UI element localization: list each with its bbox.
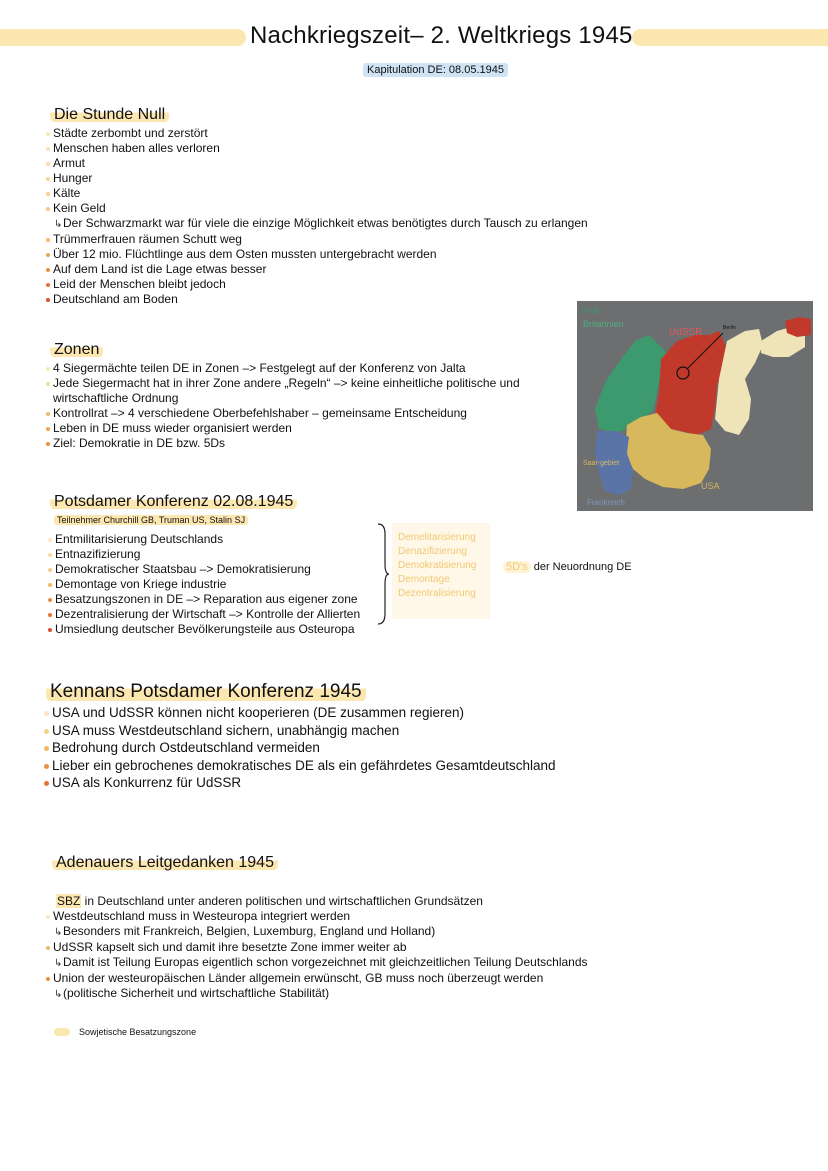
map-svg [577, 301, 813, 511]
list-item: Hunger [46, 171, 588, 186]
sbz-abbreviation: SBZ [57, 894, 81, 908]
page-subtitle: Kapitulation DE: 08.05.1945 [363, 63, 508, 77]
map-label-udssr: UdSSR [669, 327, 703, 338]
list-item: 4 Siegermächte teilen DE in Zonen –> Festgelegt auf der Konferenz von Jalta [46, 361, 543, 376]
list-item: Kein Geld [46, 201, 588, 216]
legend-swatch [54, 1028, 70, 1036]
list-item: Entmilitarisierung Deutschlands [48, 532, 360, 547]
list-item: Deutschland am Boden [46, 292, 588, 307]
list-item: Ziel: Demokratie in DE bzw. 5Ds [46, 436, 543, 451]
map-label-frankreich: Frankreich [587, 498, 625, 507]
list-item: Leben in DE muss wieder organisiert werden [46, 421, 543, 436]
sub-arrow-icon: ↳ [54, 219, 63, 230]
list-item: Demokratischer Staatsbau –> Demokratisierung [48, 562, 360, 577]
five-d-list [398, 531, 490, 601]
list-item: Umsiedlung deutscher Bevölkerungsteile aus Osteuropa [48, 622, 360, 637]
adenauer-intro [56, 894, 483, 908]
five-d-label-highlight: 5D's [503, 561, 531, 573]
list-item: Armut [46, 156, 588, 171]
sub-list-item [46, 924, 588, 940]
list-item: Lieber ein gebrochenes demokratisches DE als ein gefährdetes Gesamtdeutschland [44, 757, 556, 775]
five-d-item: Denazifizierung [398, 546, 467, 557]
list-item: Besatzungszonen in DE –> Reparation aus eigener zone [48, 592, 360, 607]
section-title-adenauer: Adenauers Leitgedanken 1945 [52, 854, 278, 872]
map-label-gb-top: Groß- [581, 306, 602, 315]
list-item: Menschen haben alles verloren [46, 141, 588, 156]
sub-list-item [46, 986, 588, 1002]
map-label-berlin: Berlin [723, 325, 736, 331]
sub-arrow-icon: ↳ [54, 958, 63, 969]
page-title: Nachkriegszeit– 2. Weltkriegs 1945 [250, 22, 633, 49]
list-item: Dezentralisierung der Wirtschaft –> Kontrolle der Allierten [48, 607, 360, 622]
stunde-null-list [46, 126, 588, 307]
list-item: Bedrohung durch Ostdeutschland vermeiden [44, 739, 556, 757]
list-item: Demontage von Kriege industrie [48, 577, 360, 592]
five-d-item: Demontage [398, 574, 450, 585]
sub-list-text: Besonders mit Frankreich, Belgien, Luxemburg, England und Holland) [63, 924, 436, 938]
list-item: USA und UdSSR können nicht kooperieren (DE zusammen regieren) [44, 704, 556, 722]
title-highlight-right [632, 29, 828, 46]
map-label-britannien: Britannien [583, 319, 624, 329]
list-item: Union der westeuropäischen Länder allgemein erwünscht, GB muss noch überzeugt werden [46, 971, 588, 986]
sub-list-text: Der Schwarzmarkt war für viele die einzige Möglichkeit etwas benötigtes durch Tausch zu erlangen [63, 216, 588, 230]
list-item: Leid der Menschen bleibt jedoch [46, 277, 588, 292]
sub-list-item [46, 216, 588, 232]
list-item: Westdeutschland muss in Westeuropa integriert werden [46, 909, 588, 924]
sub-list-item [46, 955, 588, 971]
list-item: USA als Konkurrenz für UdSSR [44, 774, 556, 792]
list-item: Auf dem Land ist die Lage etwas besser [46, 262, 588, 277]
list-item: UdSSR kapselt sich und damit ihre besetzte Zone immer weiter ab [46, 940, 588, 955]
section-title-potsdam: Potsdamer Konferenz 02.08.1945 [50, 493, 297, 511]
section-title-kennan: Kennans Potsdamer Konferenz 1945 [46, 681, 366, 703]
five-d-item: Dezentralisierung [398, 588, 476, 599]
legend-text: Sowjetische Besatzungszone [79, 1027, 197, 1037]
list-item: Über 12 mio. Flüchtlinge aus dem Osten mussten untergebracht werden [46, 247, 588, 262]
map-label-saar: Saar-gebiet [583, 460, 620, 467]
five-d-item: Demelitarisierung [398, 532, 476, 543]
adenauer-intro-text: in Deutschland unter anderen politischen und wirtschaftlichen Grundsätzen [81, 894, 483, 908]
sub-arrow-icon: ↳ [54, 989, 63, 1000]
sub-list-text: (politische Sicherheit und wirtschaftliche Stabilität) [63, 986, 330, 1000]
list-item: Städte zerbombt und zerstört [46, 126, 588, 141]
list-item: Kälte [46, 186, 588, 201]
adenauer-list [46, 909, 588, 1002]
zonen-list [46, 361, 543, 451]
list-item: Kontrollrat –> 4 verschiedene Oberbefehlshaber – gemeinsame Entscheidung [46, 406, 543, 421]
five-d-label [503, 561, 632, 573]
section-title-stunde-null: Die Stunde Null [50, 106, 169, 124]
sub-arrow-icon: ↳ [54, 927, 63, 938]
list-item: Jede Siegermacht hat in ihrer Zone andere „Regeln“ –> keine einheitliche politische und wirtschaftliche Ordnung [46, 376, 543, 406]
five-d-label-text: der Neuordnung DE [530, 561, 632, 573]
section-title-zonen: Zonen [50, 341, 103, 359]
list-item: Entnazifizierung [48, 547, 360, 562]
potsdam-participants: Teilnehmer Churchill GB, Truman US, Stalin SJ [54, 515, 248, 525]
occupation-zones-map [577, 301, 813, 511]
title-highlight-left [0, 29, 246, 46]
kennan-list [44, 704, 556, 792]
curly-brace-icon [374, 522, 390, 626]
map-label-usa: USA [701, 481, 720, 491]
list-item: Trümmerfrauen räumen Schutt weg [46, 232, 588, 247]
sub-list-text: Damit ist Teilung Europas eigentlich schon vorgezeichnet mit gleichzeitlichen Teilung Deutschlands [63, 955, 588, 969]
five-d-item: Demokratisierung [398, 560, 477, 571]
list-item: USA muss Westdeutschland sichern, unabhängig machen [44, 722, 556, 740]
potsdam-list [48, 532, 360, 637]
five-d-box [392, 523, 490, 619]
